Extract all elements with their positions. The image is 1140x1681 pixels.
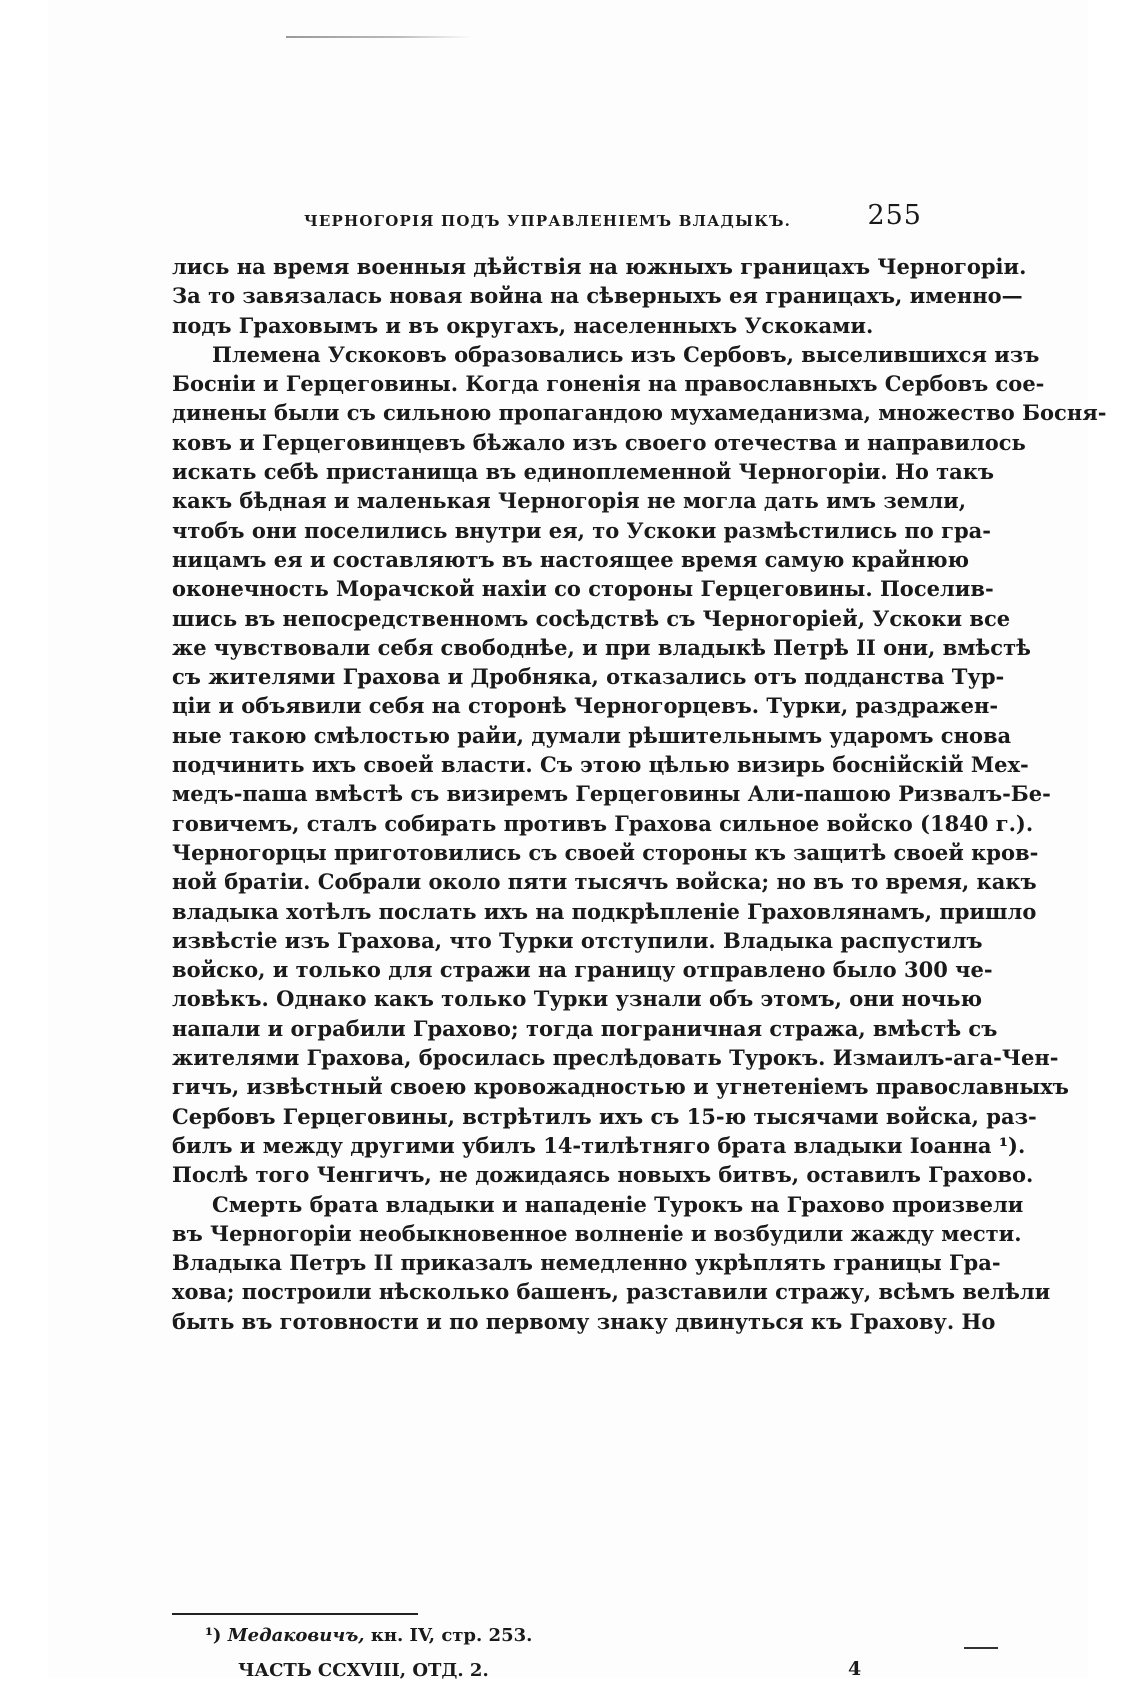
text-line: За то завязалась новая война на сѣверныхъ ея границахъ, именно— xyxy=(172,283,1023,309)
text-line: ной братіи. Собрали около пяти тысячъ войска; но въ то время, какъ xyxy=(172,869,1037,895)
text-line: ные такою смѣлостью райи, думали рѣшительнымъ ударомъ снова xyxy=(172,722,1012,748)
text-line: Владыка Петръ II приказалъ немедленно укрѣплять границы Гра- xyxy=(172,1250,1001,1276)
text-line: съ жителями Грахова и Дробняка, отказались отъ подданства Тур- xyxy=(172,664,1005,690)
text-line: владыка хотѣлъ послать ихъ на подкрѣпленіе Граховлянамъ, пришло xyxy=(172,898,1037,924)
text-line: Племена Ускоковъ образовались изъ Сербовъ, выселившихся изъ xyxy=(212,341,1040,367)
text-line: Послѣ того Ченгичъ, не дожидаясь новыхъ битвъ, оставилъ Грахово. xyxy=(172,1162,1034,1188)
text-line: подъ Граховымъ и въ округахъ, населенныхъ Ускоками. xyxy=(172,312,874,338)
text-line: ловѣкъ. Однако какъ только Турки узнали объ этомъ, они ночью xyxy=(172,986,983,1012)
text-line: войско, и только для стражи на границу отправлено было 300 че- xyxy=(172,957,993,983)
text-line: чтобъ они поселились внутри ея, то Ускоки размѣстились по гра- xyxy=(172,517,991,543)
text-line: Смерть брата владыки и нападеніе Турокъ на Грахово произвели xyxy=(212,1191,1024,1217)
text-line: оконечность Морачской нахіи со стороны Герцеговины. Поселив- xyxy=(172,576,994,602)
text-line: быть въ готовности и по первому знаку двинуться къ Грахову. Но xyxy=(172,1308,996,1334)
text-line: извѣстіе изъ Грахова, что Турки отступили. Владыка распустилъ xyxy=(172,927,983,953)
body-text xyxy=(172,252,1107,1336)
text-line: искать себѣ пристанища въ единоплеменной Черногоріи. Но такъ xyxy=(172,459,995,485)
printer-signature: ЧАСТЬ CCXVIII, ОТД. 2. xyxy=(238,1660,489,1681)
text-line: въ Черногоріи необыкновенное волненіе и возбудили жажду мести. xyxy=(172,1220,1022,1246)
text-line: динены были съ сильною пропагандою мухамеданизма, множество Босня- xyxy=(172,400,1107,426)
text-line: ницамъ ея и составляютъ въ настоящее время самую крайнюю xyxy=(172,546,970,572)
text-line: жителями Грахова, бросилась преслѣдовать Турокъ. Измаилъ-ага-Чен- xyxy=(172,1045,1059,1071)
footnote xyxy=(205,1625,532,1646)
page-header xyxy=(172,200,922,240)
text-line: гичъ, извѣстный своею кровожадностью и угнетеніемъ православныхъ xyxy=(172,1074,1069,1100)
text-line: напали и ограбили Грахово; тогда пограничная стража, вмѣстѣ съ xyxy=(172,1015,998,1041)
text-line: какъ бѣдная и маленькая Черногорія не могла дать имъ земли, xyxy=(172,488,967,514)
text-line: лись на время военныя дѣйствія на южныхъ границахъ Черногоріи. xyxy=(172,254,1027,279)
text-line: же чувствовали себя свободнѣе, и при владыкѣ Петрѣ II они, вмѣстѣ xyxy=(172,634,1031,660)
text-line: Сербовъ Герцеговины, встрѣтилъ ихъ съ 15-ю тысячами войска, раз- xyxy=(172,1103,1037,1129)
text-line: подчинить ихъ своей власти. Съ этою цѣлью визирь боснійскій Мех- xyxy=(172,752,1029,778)
text-line: ковъ и Герцеговинцевъ бѣжало изъ своего отечества и направилось xyxy=(172,429,1026,455)
text-line: Босніи и Герцеговины. Когда гоненія на православныхъ Сербовъ сое- xyxy=(172,371,1045,397)
footnote-author: Медаковичъ, xyxy=(227,1625,365,1646)
text-line: говичемъ, сталъ собирать противъ Грахова сильное войско (1840 г.). xyxy=(172,810,1034,836)
running-title: ЧЕРНОГОРІЯ ПОДЪ УПРАВЛЕНІЕМЪ ВЛАДЫКЪ. xyxy=(304,212,792,230)
text-line: шись въ непосредственномъ сосѣдствѣ съ Черногоріей, Ускоки все xyxy=(172,605,1011,631)
text-line: билъ и между другими убилъ 14-тилѣтняго брата владыки Іоанна ¹). xyxy=(172,1132,1026,1158)
scan-edge-dash xyxy=(964,1647,998,1649)
text-line: хова; построили нѣсколько башенъ, разставили стражу, всѣмъ велѣли xyxy=(172,1279,1051,1305)
scan-edge-mark xyxy=(286,36,472,38)
text-line: Черногорцы приготовились съ своей стороны къ защитѣ своей кров- xyxy=(172,839,1039,865)
footnote-reference: кн. IV, стр. 253. xyxy=(370,1625,533,1646)
text-line: медъ-паша вмѣстѣ съ визиремъ Герцеговины Али-пашою Ризвалъ-Бе- xyxy=(172,781,1051,807)
footnote-marker: ¹) xyxy=(205,1625,222,1646)
text-line: ціи и объявили себя на сторонѣ Черногорцевъ. Турки, раздражен- xyxy=(172,693,999,719)
page-number: 255 xyxy=(867,200,922,231)
sheet-number: 4 xyxy=(848,1658,862,1680)
footnote-divider xyxy=(172,1613,418,1615)
